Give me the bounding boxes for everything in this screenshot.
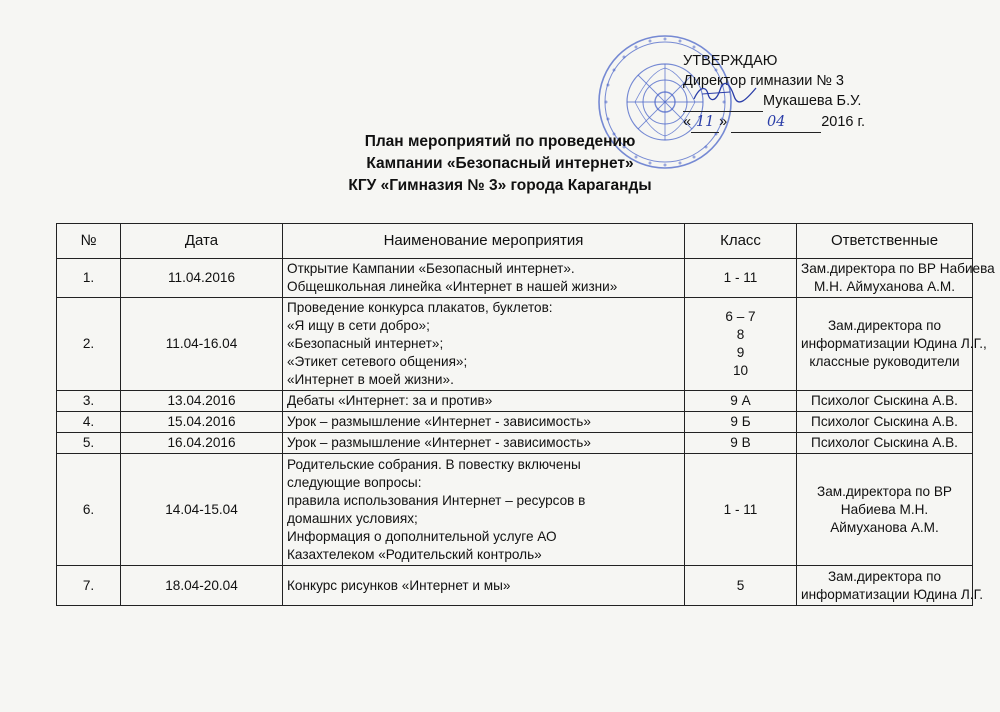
row-class bbox=[685, 412, 797, 433]
row-date: 16.04.2016 bbox=[121, 433, 283, 454]
table-row bbox=[57, 454, 973, 566]
row-event-line: Информация о дополнительной услуге АО bbox=[287, 528, 557, 544]
row-responsible-line: Зам.директора по bbox=[827, 318, 942, 333]
row-responsible bbox=[797, 298, 987, 391]
row-event-line: «Интернет в моей жизни». bbox=[287, 372, 454, 387]
row-event-line: Родительские собрания. В повестку включены bbox=[287, 456, 581, 472]
row-event-line: следующие вопросы: bbox=[287, 474, 422, 490]
row-event-line: «Безопасный интернет»; bbox=[287, 336, 444, 351]
row-class-line: 1 - 11 bbox=[723, 270, 758, 285]
row-responsible bbox=[797, 412, 973, 433]
header-date: Дата bbox=[121, 224, 283, 259]
row-responsible-line: Психолог Сыскина А.В. bbox=[811, 414, 958, 429]
table-row bbox=[57, 391, 973, 412]
title-line-3: КГУ «Гимназия № 3» города Караганды bbox=[348, 177, 652, 194]
title-line-2: Кампании «Безопасный интернет» bbox=[366, 155, 634, 172]
row-responsible-line: Зам.директора по ВР bbox=[816, 483, 952, 499]
row-responsible-line: М.Н. Аймуханова А.М. bbox=[813, 279, 956, 294]
approval-date-month: 04 bbox=[731, 112, 821, 133]
row-responsible-line: классные руководители bbox=[809, 354, 960, 369]
approval-position: Директор гимназии № 3 bbox=[683, 73, 844, 89]
row-event-line: Дебаты «Интернет: за и против» bbox=[287, 393, 493, 408]
table-row bbox=[57, 412, 973, 433]
row-event-line: домашних условиях; bbox=[287, 510, 418, 526]
row-responsible-line: информатизации Юдина Л.Г., bbox=[801, 336, 987, 351]
approval-date-year: 2016 г. bbox=[821, 114, 866, 130]
row-responsible bbox=[797, 566, 984, 606]
row-class bbox=[685, 454, 797, 566]
title-line-1: План мероприятий по проведению bbox=[364, 133, 636, 150]
table-row bbox=[57, 566, 973, 606]
table-header-row bbox=[57, 224, 973, 259]
row-number: 6. bbox=[57, 454, 121, 566]
row-responsible bbox=[797, 454, 973, 566]
row-number: 5. bbox=[57, 433, 121, 454]
row-event bbox=[283, 259, 685, 298]
row-event-line: Конкурс рисунков «Интернет и мы» bbox=[287, 577, 511, 593]
row-number: 2. bbox=[57, 298, 121, 391]
row-responsible-line: Аймуханова А.М. bbox=[830, 519, 939, 535]
header-class: Класс bbox=[685, 224, 797, 259]
row-class-line: 1 - 11 bbox=[723, 501, 758, 517]
row-event-line: Казахтелеком «Родительский контроль» bbox=[287, 546, 542, 562]
row-responsible-line: Психолог Сыскина А.В. bbox=[811, 393, 958, 408]
table-row bbox=[57, 298, 973, 391]
row-event bbox=[283, 566, 685, 606]
row-number: 7. bbox=[57, 566, 121, 606]
row-event bbox=[283, 298, 685, 391]
header-event: Наименование мероприятия bbox=[283, 224, 685, 259]
row-class-line: 9 Б bbox=[730, 414, 751, 429]
row-number: 3. bbox=[57, 391, 121, 412]
row-class-line: 9 В bbox=[730, 435, 751, 450]
row-event-line: «Этикет сетевого общения»; bbox=[287, 354, 468, 369]
row-event-line: правила использования Интернет – ресурсов в bbox=[287, 492, 586, 508]
row-class bbox=[685, 433, 797, 454]
row-event bbox=[283, 433, 685, 454]
document-title bbox=[240, 131, 760, 197]
row-responsible bbox=[797, 391, 973, 412]
row-responsible bbox=[797, 433, 973, 454]
row-class bbox=[685, 259, 797, 298]
row-date: 18.04-20.04 bbox=[121, 566, 283, 606]
row-class-line: 9 bbox=[736, 345, 745, 360]
approval-signature-name: Мукашева Б.У. bbox=[763, 93, 862, 109]
row-responsible bbox=[797, 259, 995, 298]
row-class bbox=[685, 566, 797, 606]
row-date: 13.04.2016 bbox=[121, 391, 283, 412]
row-class-line: 9 А bbox=[730, 393, 751, 408]
row-responsible-line: Зам.директора по bbox=[827, 568, 942, 584]
row-class-line: 8 bbox=[736, 327, 745, 342]
row-event-line: Урок – размышление «Интернет - зависимость» bbox=[287, 435, 591, 450]
row-responsible-line: Набиева М.Н. bbox=[840, 501, 929, 517]
row-number: 1. bbox=[57, 259, 121, 298]
row-event-line: Общешкольная линейка «Интернет в нашей жизни» bbox=[287, 279, 618, 294]
approval-title: УТВЕРЖДАЮ bbox=[683, 53, 778, 69]
approval-date-day: 11 bbox=[691, 112, 719, 133]
row-event-line: Проведение конкурса плакатов, буклетов: bbox=[287, 300, 553, 315]
row-event-line: Урок – размышление «Интернет - зависимость» bbox=[287, 414, 591, 429]
table-row bbox=[57, 259, 973, 298]
row-responsible-line: Психолог Сыскина А.В. bbox=[811, 435, 958, 450]
handwritten-signature-icon bbox=[690, 82, 760, 104]
approval-date-line: « 11 » 04 2016 г. bbox=[683, 112, 865, 133]
row-class bbox=[685, 391, 797, 412]
row-date: 14.04-15.04 bbox=[121, 454, 283, 566]
events-table bbox=[56, 223, 995, 606]
row-date: 15.04.2016 bbox=[121, 412, 283, 433]
header-number: № bbox=[57, 224, 121, 259]
row-class bbox=[685, 298, 797, 391]
table-row bbox=[57, 433, 973, 454]
row-responsible-line: Зам.директора по ВР Набиева bbox=[801, 261, 995, 276]
row-event bbox=[283, 391, 685, 412]
row-class-line: 5 bbox=[736, 577, 745, 593]
row-class-line: 6 – 7 bbox=[725, 309, 756, 324]
row-date: 11.04.2016 bbox=[121, 259, 283, 298]
header-responsible: Ответственные bbox=[797, 224, 973, 259]
row-event bbox=[283, 454, 685, 566]
row-date: 11.04-16.04 bbox=[121, 298, 283, 391]
row-event bbox=[283, 412, 685, 433]
row-number: 4. bbox=[57, 412, 121, 433]
row-event-line: «Я ищу в сети добро»; bbox=[287, 318, 430, 333]
row-responsible-line: информатизации Юдина Л.Г. bbox=[801, 586, 984, 602]
row-class-line: 10 bbox=[732, 363, 749, 378]
row-event-line: Открытие Кампании «Безопасный интернет». bbox=[287, 261, 575, 276]
